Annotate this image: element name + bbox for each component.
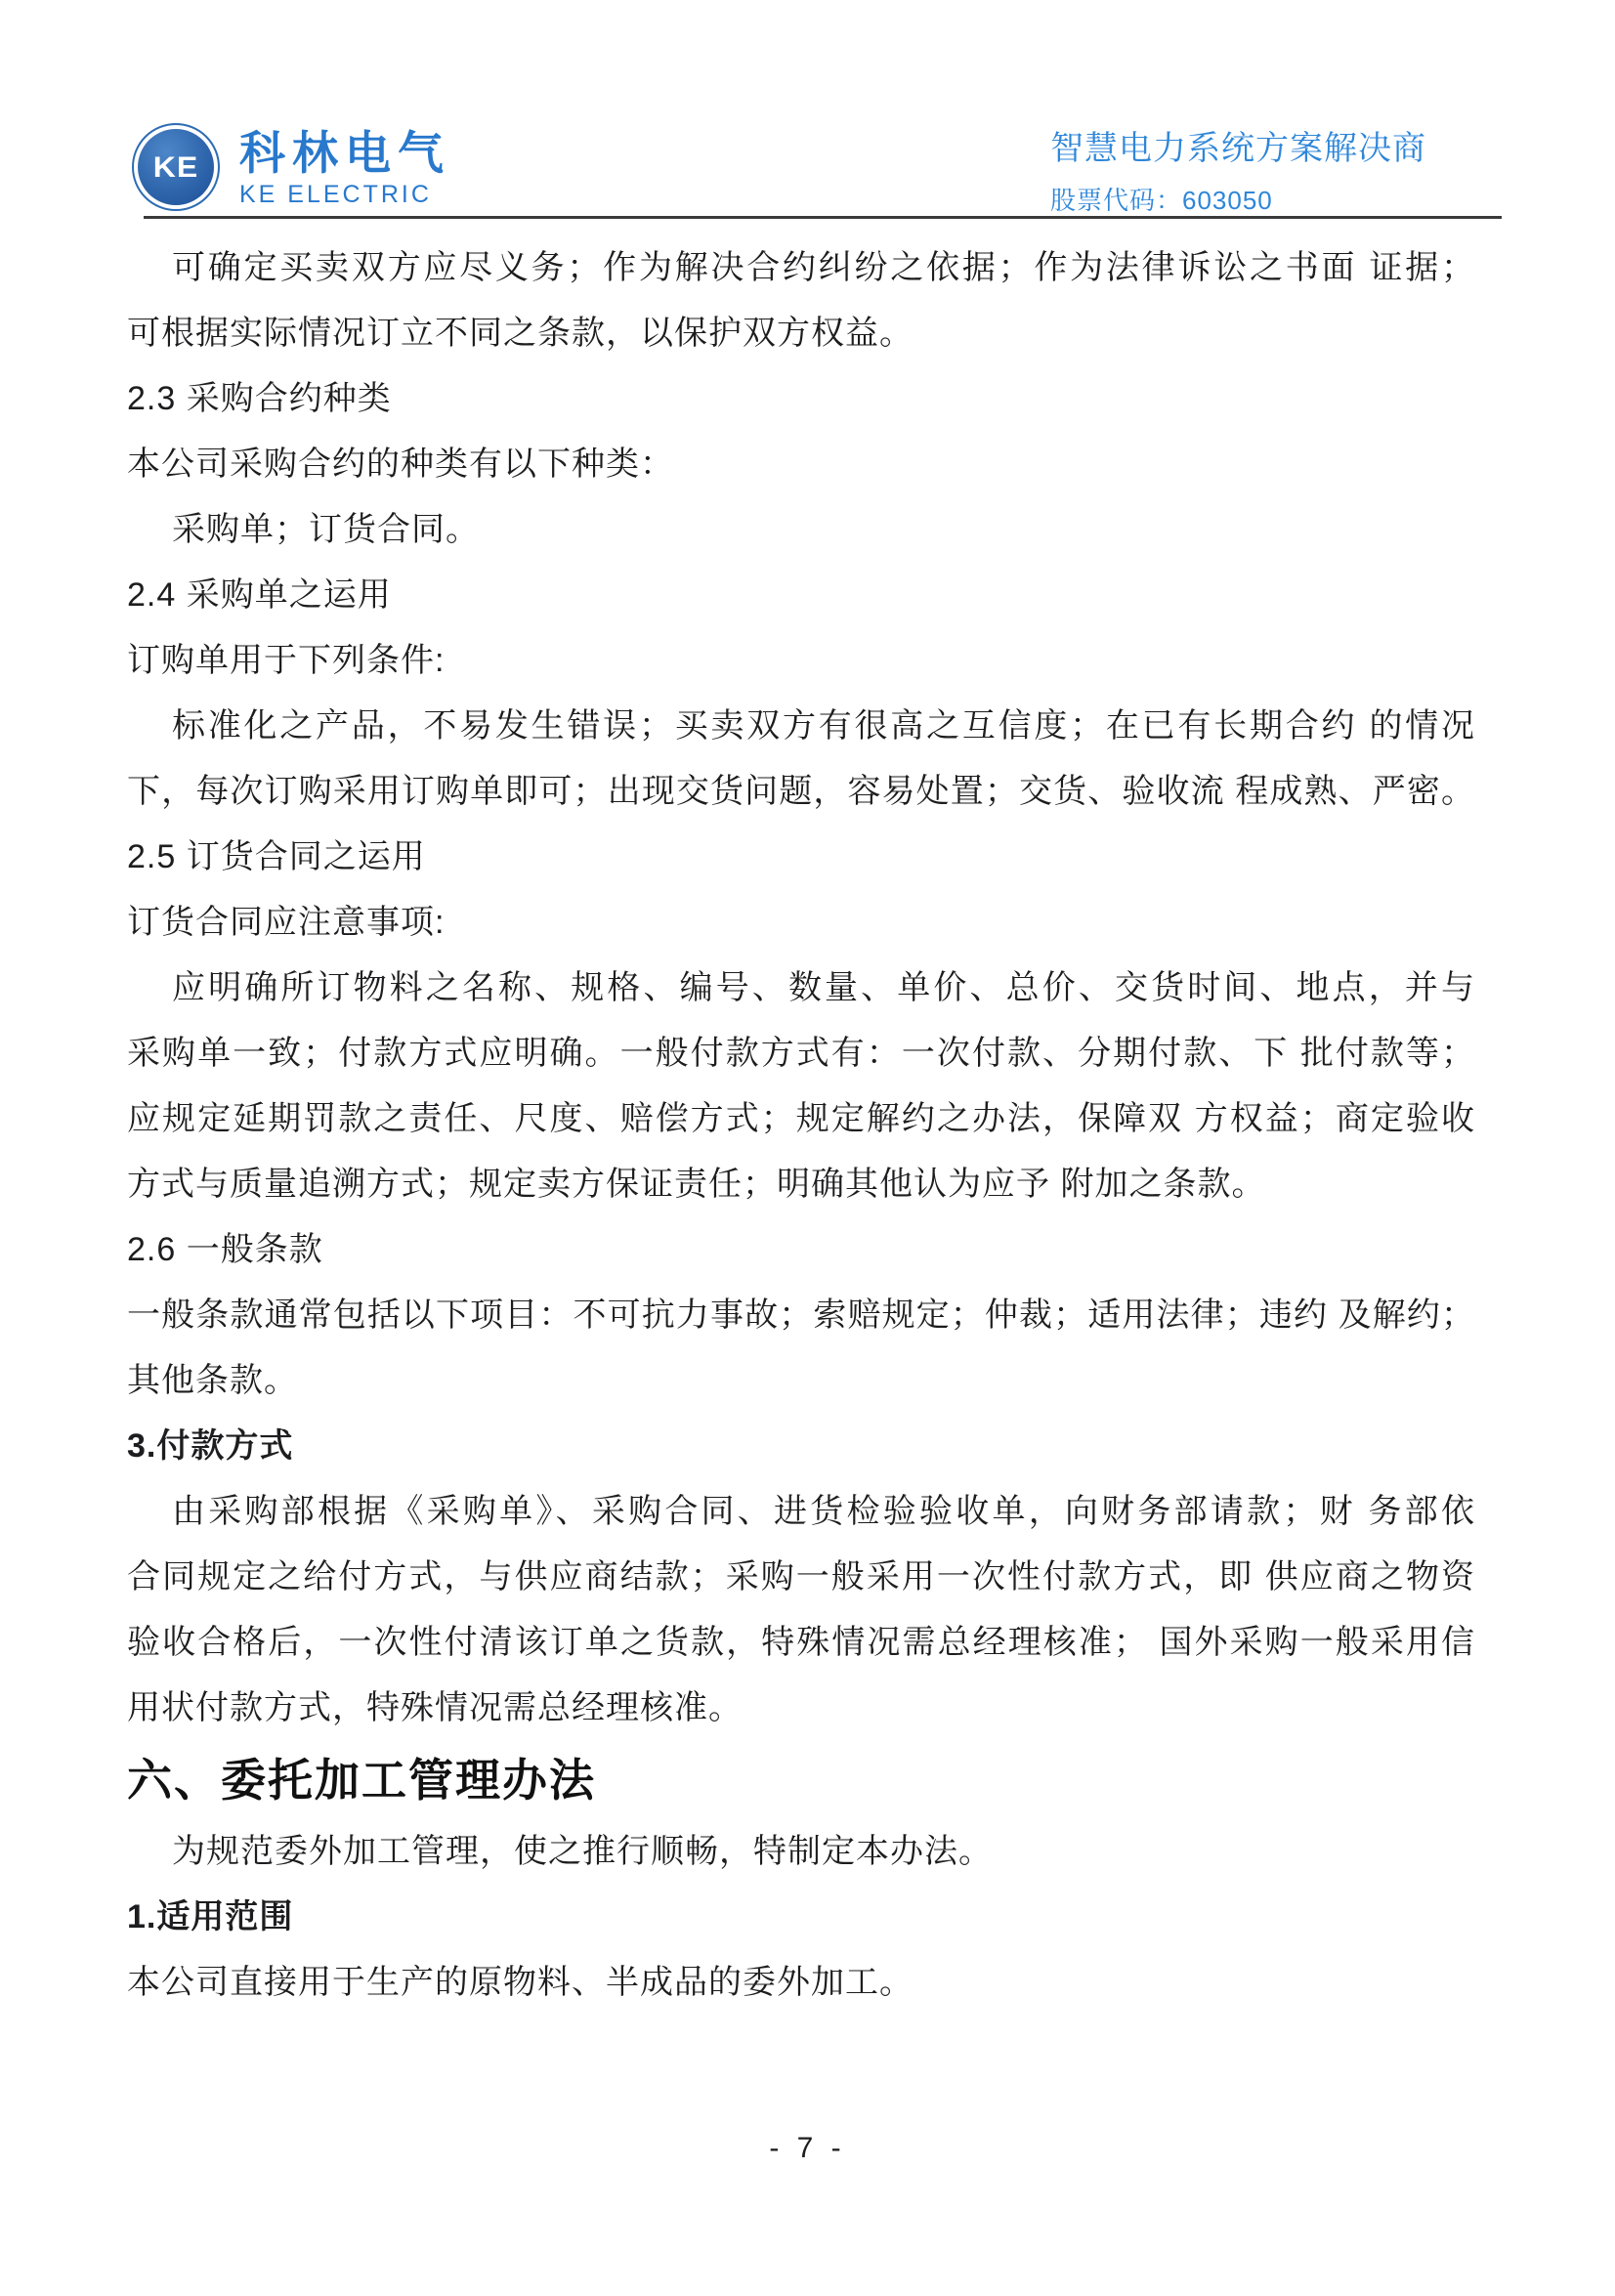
ke-logo-monogram: KE [152,149,199,184]
ke-logo-icon [132,123,220,211]
header-divider [144,216,1502,219]
company-logo [132,123,450,211]
ke-logo-disc [138,129,214,205]
paragraph-line: 本公司采购合约的种类有以下种类： [127,446,674,483]
heading-2-3: 2.3 采购合约种类 [127,380,392,417]
chapter-heading-6: 六、委托加工管理办法 [127,1755,596,1806]
paragraph-line: 采购单；订货合同。 [172,511,480,548]
company-tagline: 智慧电力系统方案解决商 [1050,130,1426,167]
heading-2-6: 2.6 一般条款 [127,1231,323,1268]
paragraph-line: 订货合同应注意事项: [127,904,446,941]
heading-1-scope: 1.适用范围 [127,1898,294,1935]
stock-code: 股票代码：603050 [1050,186,1273,215]
company-name-cn: 科林电气 [239,127,450,179]
paragraph-line: 可根据实际情况订立不同之条款，以保护双方权益。 [127,315,914,352]
heading-2-4: 2.4 采购单之运用 [127,576,392,614]
heading-3-payment: 3.付款方式 [127,1427,294,1465]
paragraph-line: 采购单一致；付款方式应明确。一般付款方式有：一次付款、分期付款、下 批付款等； [127,1035,1475,1072]
paragraph-line: 方式与质量追溯方式；规定卖方保证责任；明确其他认为应予 附加之条款。 [127,1166,1266,1203]
company-name-en: KE ELECTRIC [239,181,432,208]
paragraph-line: 订购单用于下列条件: [127,642,446,679]
paragraph-line: 一般条款通常包括以下项目：不可抗力事故；索赔规定；仲裁；适用法律；违约 及解约； [127,1297,1475,1334]
header-right-block [1050,130,1426,217]
paragraph-line: 本公司直接用于生产的原物料、半成品的委外加工。 [127,1964,914,2001]
paragraph-line: 合同规定之给付方式，与供应商结款；采购一般采用一次性付款方式，即 供应商之物资 [127,1558,1475,1595]
paragraph-line: 下，每次订购采用订购单即可；出现交货问题，容易处置；交货、验收流 程成熟、严密。 [127,773,1475,810]
paragraph-line: 为规范委外加工管理，使之推行顺畅，特制定本办法。 [172,1833,993,1870]
paragraph-line: 应规定延期罚款之责任、尺度、赔偿方式；规定解约之办法，保障双 方权益；商定验收 [127,1100,1475,1137]
heading-2-5: 2.5 订货合同之运用 [127,838,426,875]
paragraph-line: 标准化之产品，不易发生错误；买卖双方有很高之互信度；在已有长期合约 的情况 [172,707,1475,744]
page-number: - 7 - [769,2132,846,2164]
document-body [127,235,1475,2016]
paragraph-line: 验收合格后，一次性付清该订单之货款，特殊情况需总经理核准； 国外采购一般采用信 [127,1624,1475,1661]
paragraph-line: 其他条款。 [127,1362,298,1399]
company-name-block [239,123,450,209]
paragraph-line: 由采购部根据《采购单》、采购合同、进货检验验收单，向财务部请款；财 务部依 [172,1493,1475,1530]
paragraph-line: 用状付款方式，特殊情况需总经理核准。 [127,1689,743,1726]
paragraph-line: 应明确所订物料之名称、规格、编号、数量、单价、总价、交货时间、地点，并与 [172,969,1475,1006]
paragraph-line: 可确定买卖双方应尽义务；作为解决合约纠纷之依据；作为法律诉讼之书面 证据； [172,249,1475,286]
